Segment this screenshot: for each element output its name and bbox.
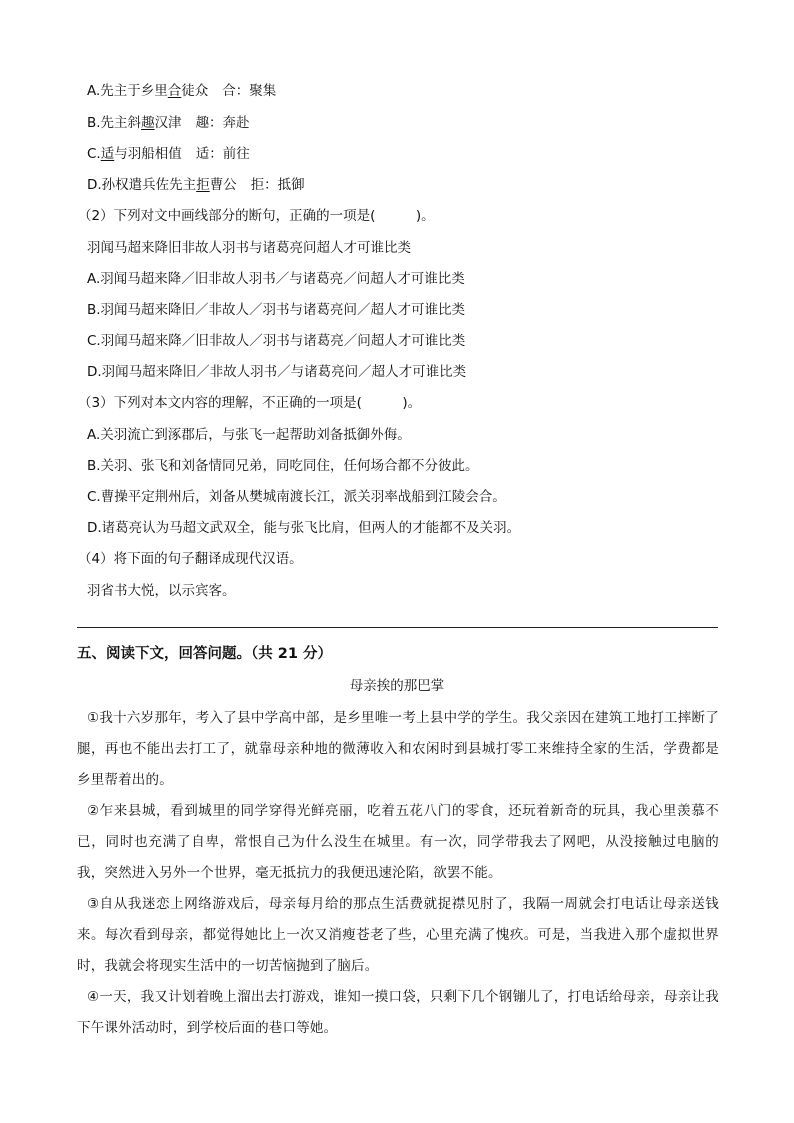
underlined-word: 拒 <box>196 177 210 193</box>
essay-paragraph-3: ③自从我迷恋上网络游戏后，母亲每月给的那点生活费就捉襟见肘了，我隔一周就会打电话让母亲送钱来。每次看到母亲，都觉得她比上一次又消瘦苍老了些，心里充满了愧疚。可是，当我进入那个虚拟世界时，我就会将现实生活中的一切苦恼抛到了脑后。 <box>77 896 719 974</box>
q1-option-d: D.孙权遣兵佐先主拒曹公 拒：抵御 <box>87 177 305 193</box>
q3-option-c: C.曹操平定荆州后，刘备从樊城南渡长江，派关羽率战船到江陵会合。 <box>87 489 506 505</box>
q1-option-c: C.适与羽船相值 适：前往 <box>87 146 250 162</box>
q2-option-d: D.羽闻马超来降旧／非故人羽书／与诸葛亮问／超人才可谁比类 <box>87 364 467 380</box>
q2-sentence: 羽闻马超来降旧非故人羽书与诸葛亮问超人才可谁比类 <box>87 240 411 256</box>
underlined-word: 适 <box>100 146 115 162</box>
essay-paragraph-4: ④一天，我又计划着晚上溜出去打游戏，谁知一摸口袋，只剩下几个钢镚儿了，打电话给母亲，母亲让我下午课外活动时，到学校后面的巷口等她。 <box>77 989 719 1036</box>
q3-option-d: D.诸葛亮认为马超文武双全，能与张飞比肩，但两人的才能都不及关羽。 <box>87 520 521 536</box>
q4-sentence: 羽省书大悦，以示宾客。 <box>87 583 236 599</box>
essay-title: 母亲挨的那巴掌 <box>349 678 445 694</box>
essay-paragraph-2: ②乍来县城，看到城里的同学穿得光鲜亮丽，吃着五花八门的零食，还玩着新奇的玩具，我心里羡慕不已，同时也充满了自卑，常恨自己为什么没生在城里。有一次，同学带我去了网吧，从没接触过电脑的我，突然进入另外一个世界，毫无抵抗力的我便迅速沦陷，欲罢不能。 <box>77 803 719 881</box>
essay-paragraph-1: ①我十六岁那年，考入了县中学高中部，是乡里唯一考上县中学的学生。我父亲因在建筑工地打工摔断了腿，再也不能出去打工了，就靠母亲种地的微薄收入和农闲时到县城打零工来维持全家的生活，学费都是乡里帮着出的。 <box>77 710 719 788</box>
q3-option-b: B.关羽、张飞和刘备情同兄弟，同吃同住，任何场合都不分彼此。 <box>87 458 479 474</box>
q4-stem: （4）将下面的句子翻译成现代汉语。 <box>78 551 303 567</box>
q3-stem: （3）下列对本文内容的理解，不正确的一项是( )。 <box>78 395 422 411</box>
underlined-word: 合 <box>167 83 182 99</box>
q1-option-b: B.先主斜趣汉津 趣：奔赴 <box>87 115 250 131</box>
q2-option-a: A.羽闻马超来降／旧非故人羽书／与诸葛亮／问超人才可谁比类 <box>87 271 465 287</box>
q1-option-a: A.先主于乡里合徒众 合：聚集 <box>87 83 277 99</box>
section-heading: 五、阅读下文，回答问题。（共 21 分） <box>77 646 333 662</box>
section-divider <box>77 627 718 628</box>
q3-option-a: A.关羽流亡到涿郡后，与张飞一起帮助刘备抵御外侮。 <box>87 427 411 443</box>
q2-stem: （2）下列对文中画线部分的断句，正确的一项是( )。 <box>78 208 435 224</box>
underlined-word: 趣 <box>141 115 155 131</box>
q2-option-c: C.羽闻马超来降／旧非故人／羽书与诸葛亮／问超人才可谁比类 <box>87 333 466 349</box>
q2-option-b: B.羽闻马超来降旧／非故人／羽书与诸葛亮问／超人才可谁比类 <box>87 302 466 318</box>
